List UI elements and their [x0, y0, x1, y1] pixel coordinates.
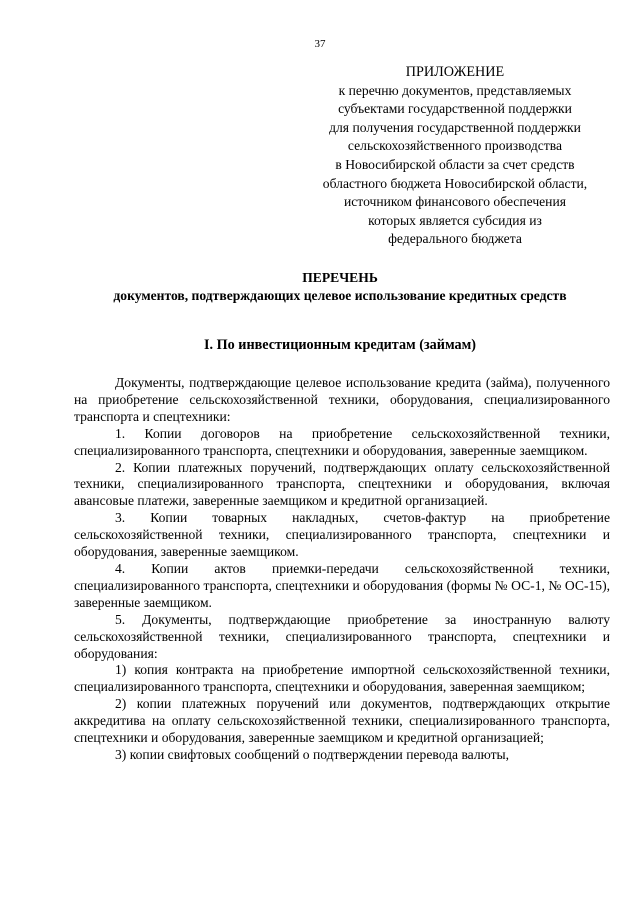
appendix-line: субъектами государственной поддержки — [338, 101, 572, 117]
intro-paragraph: Документы, подтверждающие целевое использование кредита (займа), полученного на приобретение сельскохозяйственной техники, оборудования, специализированного транспорта и спецтехники: — [74, 375, 610, 424]
list-item: 3. Копии товарных накладных, счетов-фактур на приобретение сельскохозяйственной техники, специализированного транспорта, спецтехники и оборудования, заверенные заемщиком. — [74, 510, 610, 560]
section-heading: I. По инвестиционным кредитам (займам) — [203, 337, 476, 353]
sub-list-item: 3) копии свифтовых сообщений о подтверждении перевода валюты, — [115, 746, 510, 762]
list-item: 5. Документы, подтверждающие приобретение за иностранную валюту сельскохозяйственной техники, специализированного транспорта, спецтехники и оборудования: — [74, 611, 610, 661]
appendix-line: к перечню документов, представляемых — [338, 82, 572, 98]
appendix-line: которых является субсидия из — [368, 212, 542, 228]
appendix-block — [300, 63, 610, 249]
document-title: ПЕРЕЧЕНЬ — [302, 270, 378, 285]
sub-list-item: 1) копия контракта на приобретение импортной сельскохозяйственной техники, специализированного транспорта, спецтехники и оборудования, заверенная заемщиком; — [74, 662, 610, 695]
document-body — [74, 375, 610, 764]
appendix-line: в Новосибирской области за счет средств — [335, 156, 575, 172]
list-item: 1. Копии договоров на приобретение сельскохозяйственной техники, специализированного транспорта, спецтехники и оборудования, заверенные заемщиком. — [74, 425, 610, 458]
appendix-line: федерального бюджета — [388, 231, 522, 247]
appendix-line: сельскохозяйственного производства — [347, 138, 563, 154]
appendix-line: для получения государственной поддержки — [329, 119, 581, 135]
appendix-title: ПРИЛОЖЕНИЕ — [405, 64, 505, 80]
sub-list-item: 2) копии платежных поручений или документов, подтверждающих открытие аккредитива на оплату сельскохозяйственной техники, специализированного транспорта, спецтехники и оборудования, заверенные заемщиком и кредитной организацией; — [74, 696, 610, 746]
page-number: 37 — [314, 38, 326, 50]
appendix-line: областного бюджета Новосибирской области, — [322, 175, 588, 191]
document-subtitle: документов, подтверждающих целевое использование кредитных средств — [113, 288, 567, 303]
appendix-line: источником финансового обеспечения — [344, 194, 566, 210]
list-item: 4. Копии актов приемки-передачи сельскохозяйственной техники, специализированного транспорта, спецтехники и оборудования (формы № ОС-1, № ОС-15), заверенные заемщиком. — [74, 560, 610, 610]
list-item: 2. Копии платежных поручений, подтверждающих оплату сельскохозяйственной техники, специализированного транспорта, спецтехники и оборудования, включая авансовые платежи, заверенные заемщиком и кредитной организацией. — [74, 459, 610, 509]
